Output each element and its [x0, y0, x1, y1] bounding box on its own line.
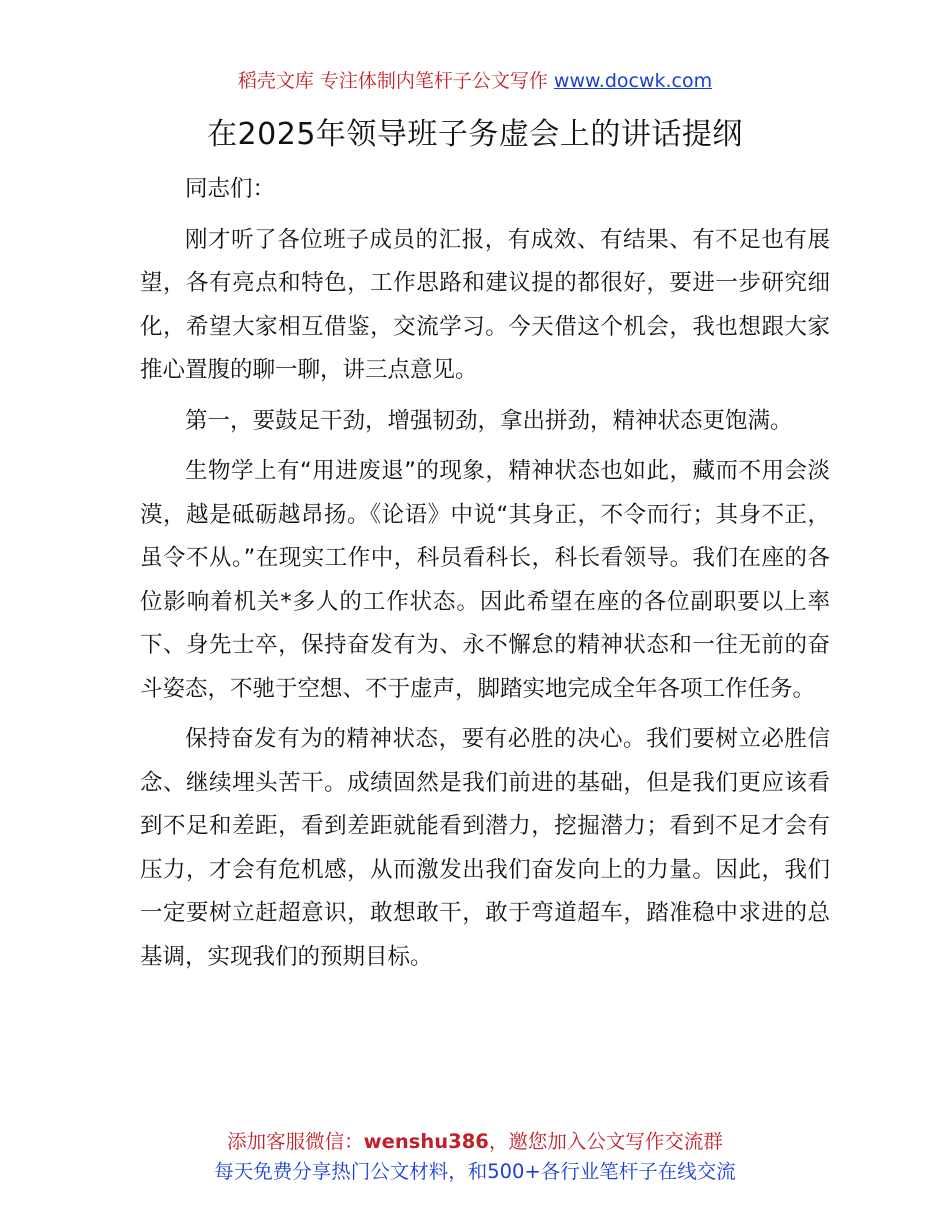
- section-heading: 第一，要鼓足干劲，增强韧劲，拿出拼劲，精神状态更饱满。: [185, 407, 793, 434]
- paragraph: 刚才听了各位班子成员的汇报，有成效、有结果、有不足也有展望，各有亮点和特色，工作思路和建议提的都很好，要进一步研究细化，希望大家相互借鉴，交流学习。今天借这个机会，我也想跟大家推心置腹的聊一聊，讲三点意见。: [140, 226, 830, 383]
- site-link[interactable]: www.docwk.com: [553, 70, 713, 92]
- promo-share-line: 每天免费分享热门公文材料，和500+各行业笔杆子在线交流: [214, 1160, 736, 1183]
- wechat-suffix: ，邀您加入公文写作交流群: [488, 1130, 723, 1153]
- site-header: [0, 66, 950, 96]
- salutation: 同志们：: [185, 176, 276, 202]
- paragraph: 保持奋发有为的精神状态，要有必胜的决心。我们要树立必胜信念、继续埋头苦干。成绩固然是我们前进的基础，但是我们更应该看到不足和差距，看到差距就能看到潜力，挖掘潜力；看到不足才会有压力，才会有危机感，从而激发出我们奋发向上的力量。因此，我们一定要树立赶超意识，敢想敢干，敢于弯道超车，踏准稳中求进的总基调，实现我们的预期目标。: [140, 726, 830, 970]
- promo-wechat-line: [0, 1127, 950, 1157]
- paragraph: 生物学上有“用进废退”的现象，精神状态也如此，藏而不用会淡漠，越是砥砺越昂扬。《论语》中说“其身正，不令而行；其身不正，虽令不从。”在现实工作中，科员看科长，科长看领导。我们在座的各位影响着机关*多人的工作状态。因此希望在座的各位副职要以上率下、身先士卒，保持奋发有为、永不懈怠的精神状态和一往无前的奋斗姿态，不驰于空想、不于虚声，脚踏实地完成全年各项工作任务。: [140, 458, 830, 702]
- document-title: 在2025年领导班子务虚会上的讲话提纲: [207, 117, 743, 152]
- wechat-prefix: 添加客服微信：: [227, 1130, 364, 1153]
- wechat-id: wenshu386: [363, 1130, 489, 1153]
- document-body: [140, 168, 830, 986]
- site-brand-text: 稻壳文库 专注体制内笔杆子公文写作: [237, 70, 548, 92]
- promo-footer: [0, 1127, 950, 1187]
